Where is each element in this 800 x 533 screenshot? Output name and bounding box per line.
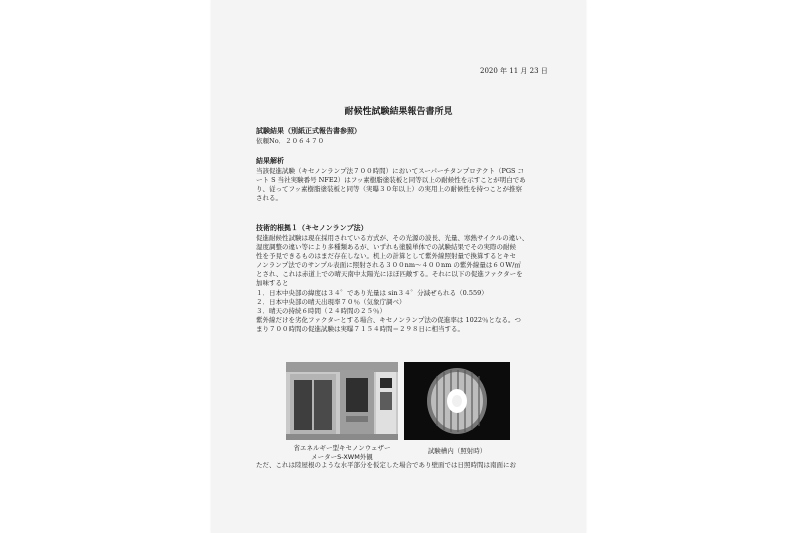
document-page [211, 0, 586, 533]
weather-meter-image [286, 362, 398, 440]
basis-line: 性を予見できるものはまだ存在しない。机上の計算として紫外線照射量で換算するとキセ [256, 252, 516, 261]
request-number: 依頼No．２０６４７０ [256, 137, 325, 145]
chamber-interior-photo [404, 362, 510, 440]
chamber-caption-line: 試験槽内（照射時） [427, 447, 487, 455]
basis-line: まり７００時間の促進試験は実曝７１５４時間＝２９８日に相当する。 [256, 324, 464, 333]
analysis-line: ート S 当社実験番号 NFE2）はフッ素樹脂塗装板と同等以上の耐候性を示すことが明白であ [256, 176, 526, 185]
basis-line: １．日本中央部の緯度は３４゜であり光量は sin３４゜分減ぜられる（0.559） [256, 288, 488, 297]
basis-line: 湿度調整の違い等により多種類あるが、いずれも塗膜単体での試験結果でその実際の耐候 [256, 243, 516, 252]
basis-line: 紫外線だけを劣化ファクターとする場合、キセノンランプ法の促進率は 1022％となる。つ [256, 315, 522, 324]
basis-line: とされ、これは赤道上での晴天南中太陽光にほぼ匹敵する。それに以下の促進ファクターを [256, 270, 523, 279]
report-title: 耐候性試験結果報告書所見 [344, 107, 453, 117]
basis-heading: 技術的根拠１（キセノンランプ法） [256, 223, 368, 232]
basis-line: ２．日本中央部の晴天出現率７０％（気象庁調べ） [256, 297, 406, 306]
basis-line: 加味すると [256, 279, 289, 288]
footer-text-line: ただ、これは陸屋根のような水平部分を仮定した場合であり壁面では日照時間は南面にお [256, 461, 516, 469]
weather-meter-caption-line: 省エネルギー型キセノンウェザー [293, 444, 391, 452]
analysis-body [256, 167, 526, 203]
analysis-line: り、従ってフッ素樹脂塗装板と同等（実曝３０年以上）の実用上の耐候性を持つことが推察 [256, 185, 523, 194]
weather-meter-photo [286, 362, 398, 440]
basis-line: 促進耐候性試験は現在採用されている方式が、その光源の波長、光量、寒熱サイクルの違い、 [256, 234, 529, 242]
weather-meter-caption-line: メーターS-XWM外観 [311, 453, 373, 461]
analysis-line: される。 [256, 194, 282, 203]
analysis-line: 当該促進試験（キセノンランプ法７００時間）においてスーパーチタンプロテクト（PGS コ [256, 167, 525, 175]
chamber-caption [404, 446, 510, 455]
basis-line: ノンランプ法でのサンプル表面に照射される３００nm～４００nm の紫外線量は６０W/㎡ [256, 261, 521, 270]
report-date: 2020 年 11 月 23 日 [480, 67, 548, 75]
basis-body [256, 234, 528, 334]
test-result-label: 試験結果（別紙正式報告書参照） [256, 126, 361, 135]
analysis-heading: 結果解析 [256, 156, 284, 165]
chamber-interior-image [404, 362, 510, 440]
weather-meter-caption [276, 443, 408, 461]
basis-line: ３．晴天の持続６時間（２４時間の２５％） [256, 306, 386, 315]
